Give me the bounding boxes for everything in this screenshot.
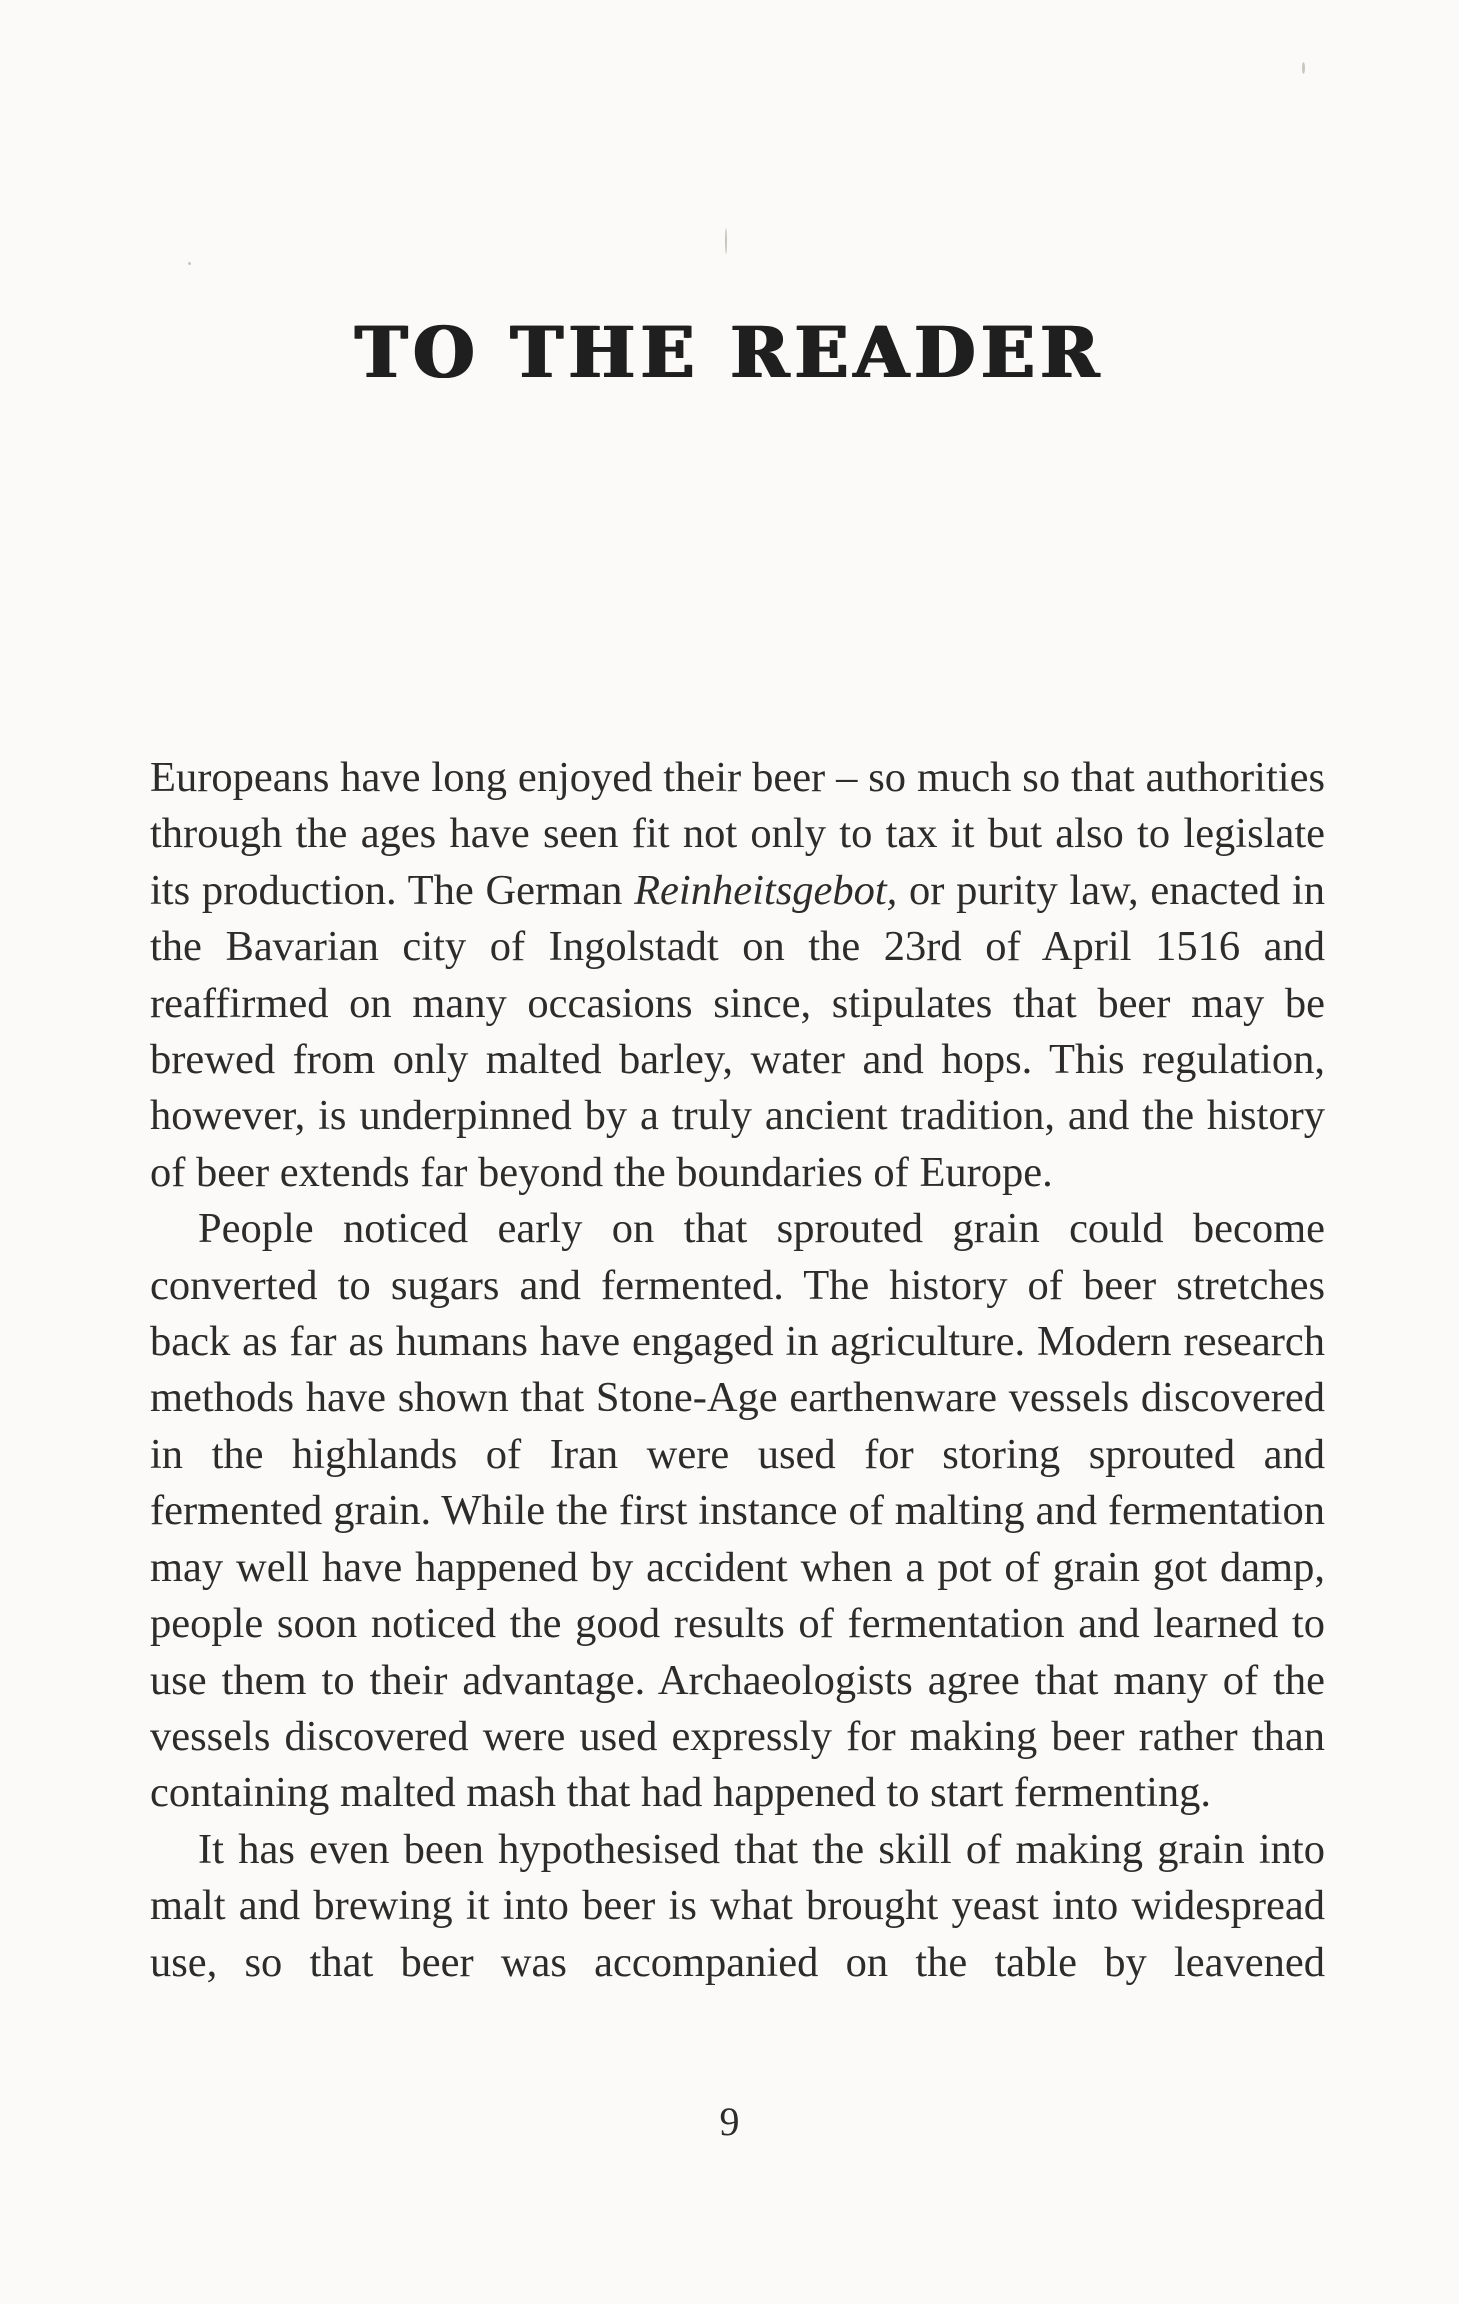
- paragraph-1: [150, 750, 1325, 1201]
- chapter-title: TO THE READER: [354, 311, 1105, 394]
- body-text: [150, 750, 1325, 1991]
- paper-speck: [725, 228, 727, 254]
- paragraph-2: People noticed early on that sprouted grain could become converted to sugars and fermented. The history of beer stretches back as far as humans have engaged in agriculture. Modern research methods have shown that Stone-Age earthenware vessels discovered in the highlands of Iran were used for storing sprouted and fermented grain. While the first instance of malting and fermentation may well have happened by accident when a pot of grain got damp, people soon noticed the good results of fermentation and learned to use them to their advantage. Archaeologists agree that many of the vessels discovered were used expressly for making beer rather than containing malted mash that had happened to start fermenting.: [150, 1205, 1325, 1817]
- paragraph-1-before-italic: Europeans have long enjoyed their beer – so much so that authorities through the ages have seen fit not only to tax it but also to legislate its production. The German: [150, 754, 1325, 914]
- paper-speck: [1302, 62, 1305, 74]
- paragraph-1-after-italic: or purity law, enacted in the Bavarian city of Ingolstadt on the 23rd of April 1516 and reaffirmed on many occasions since, stipulates that beer may be brewed from only malted barley, water and hops. This regulation, however, is underpinned by a truly ancient tradition, and the history of beer extends far beyond the boundaries of Europe.: [150, 866, 1325, 1196]
- paper-speck: [188, 262, 191, 265]
- paragraph-3: It has even been hypothesised that the skill of making grain into malt and brewing it into beer is what brought yeast into widespread use, so that beer was accompanied on the table by leavened: [150, 1825, 1325, 1986]
- page-number: 9: [719, 2099, 740, 2144]
- paragraph-1-italic-term: Reinheitsgebot,: [634, 866, 898, 914]
